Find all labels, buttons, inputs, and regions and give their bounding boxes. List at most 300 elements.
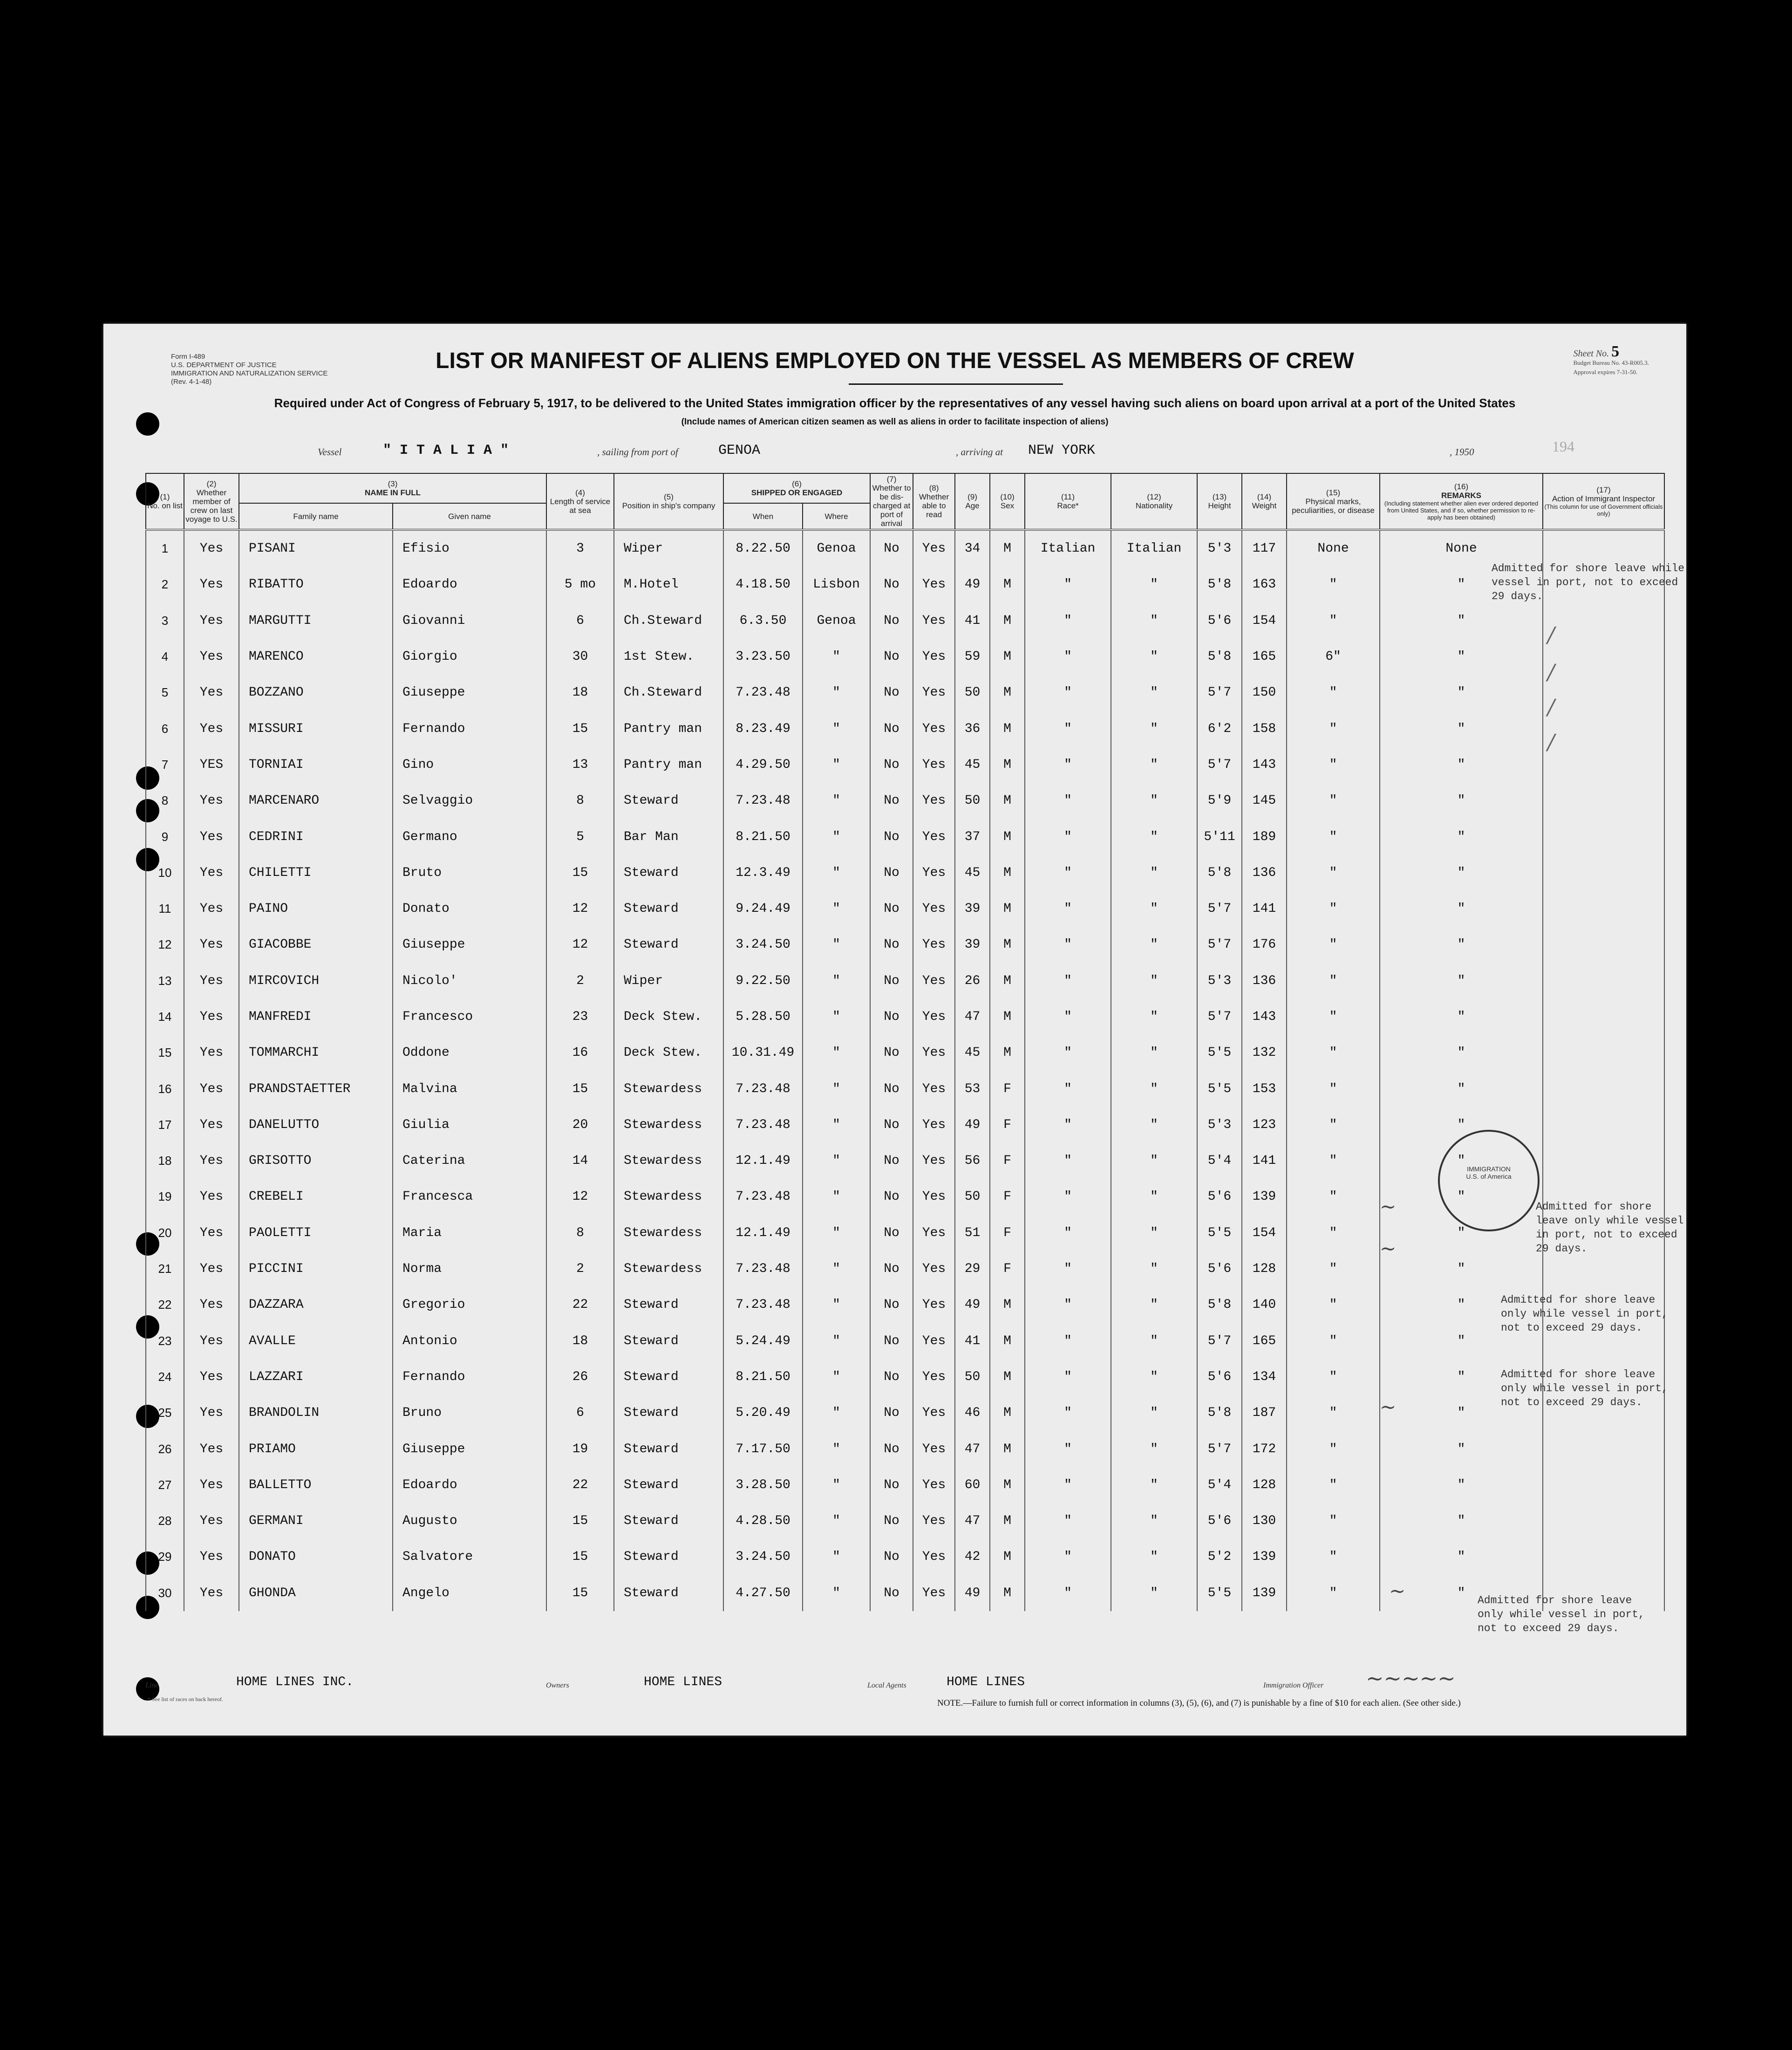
col-header-race: (11) Race* [1025,473,1111,530]
weight: 128 [1242,1467,1287,1503]
able-to-read: Yes [913,1071,955,1107]
sex: M [990,1395,1025,1431]
shore-leave-stamp: Admitted for shore leave while vessel in port, not to exceed 29 days. [1492,562,1685,602]
age: 45 [955,1035,990,1071]
shipped-where: " [803,1287,870,1323]
remarks: " [1380,675,1543,711]
inspector-action [1543,819,1664,854]
height: 5'6 [1197,1359,1242,1395]
discharged: No [870,1323,913,1359]
service-length: 30 [546,639,614,675]
officer-signature: ~~~~~ [1366,1666,1456,1691]
able-to-read: Yes [913,747,955,783]
sex: M [990,1359,1025,1395]
nationality: " [1111,675,1197,711]
sex: M [990,891,1025,927]
table-row [146,747,1664,783]
row-number: 29 [146,1539,184,1575]
last-voyage: Yes [184,1107,239,1143]
race: " [1025,999,1111,1035]
discharged: No [870,1467,913,1503]
position: Steward [614,855,723,891]
position: Stewardess [614,1107,723,1143]
sex: M [990,1431,1025,1467]
table-row [146,819,1664,854]
height: 6'2 [1197,711,1242,746]
col-header-service: (4) Length of service at sea [546,473,614,530]
discharged: No [870,963,913,999]
handwritten-check-mark: / [1547,622,1555,647]
physical-marks: " [1287,891,1380,927]
discharged: No [870,1575,913,1611]
col-header-inspector: (17) Action of Immigrant Inspector (This column for use of Government officials only) [1543,473,1664,530]
service-length: 12 [546,927,614,963]
penalty-note: NOTE.—Failure to furnish full or correct information in columns (3), (5), (6), and (7) is punishable by a fine of $10 for each alien. (See other side.) [937,1698,1461,1708]
family-name: PRANDSTAETTER [239,1071,393,1107]
sex: M [990,747,1025,783]
able-to-read: Yes [913,1575,955,1611]
shipped-when: 8.21.50 [723,819,803,854]
row-number: 23 [146,1323,184,1359]
service-length: 6 [546,1395,614,1431]
sheet-number: 5 [1611,343,1620,360]
position: Wiper [614,963,723,999]
age: 59 [955,639,990,675]
sex: M [990,1323,1025,1359]
physical-marks: " [1287,999,1380,1035]
remarks: " [1380,639,1543,675]
able-to-read: Yes [913,711,955,746]
race: " [1025,1287,1111,1323]
last-voyage: Yes [184,1395,239,1431]
title-underline [849,383,1063,385]
remarks: " [1380,1431,1543,1467]
discharged: No [870,1287,913,1323]
last-voyage: Yes [184,1179,239,1215]
service-length: 14 [546,1143,614,1179]
given-name: Antonio [393,1323,546,1359]
inspector-action [1543,603,1664,639]
nationality: " [1111,639,1197,675]
discharged: No [870,1179,913,1215]
discharged: No [870,1431,913,1467]
last-voyage: Yes [184,1359,239,1395]
position: Steward [614,927,723,963]
shipped-where: " [803,1359,870,1395]
race: " [1025,1467,1111,1503]
handwritten-check-mark: / [1547,729,1555,754]
family-name: CHILETTI [239,855,393,891]
inspector-action [1543,1467,1664,1503]
row-number: 13 [146,963,184,999]
age: 50 [955,1179,990,1215]
inspector-action [1543,711,1664,746]
nationality: " [1111,1539,1197,1575]
service-length: 13 [546,747,614,783]
shipped-when: 10.31.49 [723,1035,803,1071]
height: 5'6 [1197,1179,1242,1215]
discharged: No [870,1215,913,1251]
col-header-where: Where [803,503,870,530]
weight: 141 [1242,1143,1287,1179]
race: " [1025,639,1111,675]
shipped-when: 12.1.49 [723,1143,803,1179]
weight: 165 [1242,1323,1287,1359]
given-name: Donato [393,891,546,927]
family-name: TORNIAI [239,747,393,783]
height: 5'6 [1197,1503,1242,1539]
table-row [146,963,1664,999]
col-header-position: (5) Position in ship's company [614,473,723,530]
age: 47 [955,999,990,1035]
weight: 140 [1242,1287,1287,1323]
able-to-read: Yes [913,1539,955,1575]
discharged: No [870,1503,913,1539]
physical-marks: " [1287,1035,1380,1071]
discharged: No [870,567,913,602]
remarks: " [1380,603,1543,639]
row-number: 25 [146,1395,184,1431]
sex: M [990,639,1025,675]
row-number: 27 [146,1467,184,1503]
shipped-when: 3.24.50 [723,927,803,963]
nationality: " [1111,891,1197,927]
row-number: 9 [146,819,184,854]
weight: 153 [1242,1071,1287,1107]
table-row [146,530,1664,567]
sex: M [990,963,1025,999]
physical-marks: " [1287,1467,1380,1503]
row-number: 26 [146,1431,184,1467]
nationality: " [1111,1215,1197,1251]
weight: 176 [1242,927,1287,963]
last-voyage: Yes [184,1251,239,1287]
nationality: " [1111,567,1197,602]
given-name: Giuseppe [393,1431,546,1467]
family-name: MARGUTTI [239,603,393,639]
nationality: Italian [1111,530,1197,567]
given-name: Angelo [393,1575,546,1611]
last-voyage: Yes [184,891,239,927]
height: 5'5 [1197,1035,1242,1071]
race: " [1025,675,1111,711]
nationality: " [1111,603,1197,639]
height: 5'11 [1197,819,1242,854]
service-length: 16 [546,1035,614,1071]
shipped-when: 7.23.48 [723,1287,803,1323]
given-name: Giuseppe [393,927,546,963]
shipped-where: " [803,1215,870,1251]
discharged: No [870,1251,913,1287]
family-name: PICCINI [239,1251,393,1287]
service-length: 15 [546,1503,614,1539]
last-voyage: Yes [184,999,239,1035]
race: " [1025,855,1111,891]
weight: 165 [1242,639,1287,675]
height: 5'7 [1197,927,1242,963]
given-name: Oddone [393,1035,546,1071]
weight: 139 [1242,1539,1287,1575]
age: 39 [955,927,990,963]
sex: M [990,1575,1025,1611]
family-name: GRISOTTO [239,1143,393,1179]
able-to-read: Yes [913,1431,955,1467]
position: Bar Man [614,819,723,854]
position: Wiper [614,530,723,567]
discharged: No [870,747,913,783]
age: 49 [955,567,990,602]
given-name: Germano [393,819,546,854]
given-name: Maria [393,1215,546,1251]
last-voyage: Yes [184,1467,239,1503]
row-number: 24 [146,1359,184,1395]
remarks: " [1380,1143,1543,1179]
age: 50 [955,1359,990,1395]
service-length: 18 [546,1323,614,1359]
official-seal: IMMIGRATION U.S. of America [1438,1130,1540,1231]
last-voyage: Yes [184,675,239,711]
position: Steward [614,891,723,927]
race: " [1025,603,1111,639]
position: Steward [614,1287,723,1323]
physical-marks: " [1287,1359,1380,1395]
physical-marks: " [1287,819,1380,854]
height: 5'7 [1197,1323,1242,1359]
family-name: DONATO [239,1539,393,1575]
shipped-where: " [803,927,870,963]
sex: F [990,1107,1025,1143]
height: 5'7 [1197,747,1242,783]
family-name: CREBELI [239,1179,393,1215]
shipped-when: 7.23.48 [723,675,803,711]
table-row [146,1035,1664,1071]
able-to-read: Yes [913,927,955,963]
handwritten-check-mark: / [1547,694,1555,719]
row-number: 3 [146,603,184,639]
inspector-action [1543,1107,1664,1143]
shipped-where: " [803,1503,870,1539]
shipped-where: " [803,1395,870,1431]
sex: M [990,927,1025,963]
position: 1st Stew. [614,639,723,675]
weight: 139 [1242,1179,1287,1215]
service-length: 22 [546,1287,614,1323]
col-header-name: (3) NAME IN FULL [239,473,546,503]
sheet-label: Sheet No. [1573,348,1609,359]
shipped-where: " [803,1107,870,1143]
physical-marks: " [1287,1215,1380,1251]
service-length: 15 [546,855,614,891]
col-header-no: (1) No. on list [146,473,184,530]
table-row [146,855,1664,891]
col-header-last-voyage: (2) Whether member of crew on last voyage to U.S. [184,473,239,530]
col-header-sex: (10) Sex [990,473,1025,530]
service-length: 15 [546,1539,614,1575]
physical-marks: " [1287,1539,1380,1575]
weight: 187 [1242,1395,1287,1431]
weight: 154 [1242,1215,1287,1251]
sex: M [990,530,1025,567]
remarks: None [1380,530,1543,567]
remarks: " [1380,711,1543,746]
shipped-where: " [803,819,870,854]
given-name: Francesco [393,999,546,1035]
last-voyage: Yes [184,855,239,891]
col-header-given-name: Given name [393,503,546,530]
nationality: " [1111,963,1197,999]
position: Steward [614,1431,723,1467]
height: 5'3 [1197,1107,1242,1143]
given-name: Bruto [393,855,546,891]
service-length: 22 [546,1467,614,1503]
age: 29 [955,1251,990,1287]
age: 47 [955,1503,990,1539]
remarks: " [1380,1071,1543,1107]
vessel-line [103,438,1686,461]
inspector-action [1543,1143,1664,1179]
last-voyage: Yes [184,819,239,854]
shipped-when: 4.28.50 [723,1503,803,1539]
shipped-when: 9.22.50 [723,963,803,999]
row-number: 1 [146,530,184,567]
weight: 130 [1242,1503,1287,1539]
inspector-action [1543,675,1664,711]
position: Steward [614,1467,723,1503]
age: 46 [955,1395,990,1431]
agents-value: HOME LINES [947,1675,1025,1689]
row-number: 6 [146,711,184,746]
col-header-weight: (14) Weight [1242,473,1287,530]
service-length: 5 mo [546,567,614,602]
able-to-read: Yes [913,1215,955,1251]
family-name: PISANI [239,530,393,567]
service-length: 19 [546,1431,614,1467]
last-voyage: Yes [184,927,239,963]
remarks: " [1380,891,1543,927]
service-length: 18 [546,675,614,711]
row-number: 22 [146,1287,184,1323]
family-name: GERMANI [239,1503,393,1539]
table-row [146,675,1664,711]
height: 5'4 [1197,1143,1242,1179]
weight: 117 [1242,530,1287,567]
shore-leave-stamp: Admitted for shore leave only while vessel in port, not to exceed 29 days. [1501,1368,1668,1408]
table-row [146,1467,1664,1503]
able-to-read: Yes [913,1395,955,1431]
family-name: DANELUTTO [239,1107,393,1143]
row-number: 17 [146,1107,184,1143]
nationality: " [1111,1575,1197,1611]
age: 53 [955,1071,990,1107]
table-row [146,927,1664,963]
height: 5'5 [1197,1215,1242,1251]
family-name: GIACOBBE [239,927,393,963]
inspector-action [1543,1035,1664,1071]
last-voyage: Yes [184,567,239,602]
physical-marks: " [1287,1431,1380,1467]
able-to-read: Yes [913,855,955,891]
sheet-number-block [1573,343,1649,377]
table-row [146,1323,1664,1359]
nationality: " [1111,819,1197,854]
weight: 145 [1242,783,1287,819]
age: 47 [955,1431,990,1467]
physical-marks: " [1287,711,1380,746]
table-row [146,1143,1664,1179]
age: 26 [955,963,990,999]
height: 5'5 [1197,1575,1242,1611]
remarks: " [1380,1035,1543,1071]
col-header-physical: (15) Physical marks, peculiarities, or disease [1287,473,1380,530]
page-title: LIST OR MANIFEST OF ALIENS EMPLOYED ON THE VESSEL AS MEMBERS OF CREW [436,348,1354,373]
shipped-when: 4.18.50 [723,567,803,602]
table-row [146,1251,1664,1287]
shipped-when: 4.29.50 [723,747,803,783]
weight: 143 [1242,747,1287,783]
position: Pantry man [614,711,723,746]
able-to-read: Yes [913,603,955,639]
given-name: Bruno [393,1395,546,1431]
service-length: 15 [546,711,614,746]
row-number: 20 [146,1215,184,1251]
shipped-where: " [803,675,870,711]
subtitle-note: (Include names of American citizen seamen as well as aliens in order to facilitate inspection of aliens) [681,417,1109,427]
table-row [146,1215,1664,1251]
remarks: " [1380,1251,1543,1287]
table-row [146,1395,1664,1431]
physical-marks: " [1287,1503,1380,1539]
shipped-when: 7.23.48 [723,1071,803,1107]
row-number: 12 [146,927,184,963]
discharged: No [870,855,913,891]
last-voyage: Yes [184,1323,239,1359]
position: Steward [614,1359,723,1395]
weight: 134 [1242,1359,1287,1395]
remarks: " [1380,819,1543,854]
officer-label: Immigration Officer [1263,1681,1324,1689]
last-voyage: Yes [184,639,239,675]
remarks: " [1380,1323,1543,1359]
remarks: " [1380,1395,1543,1431]
sex: F [990,1251,1025,1287]
physical-marks: None [1287,530,1380,567]
height: 5'7 [1197,891,1242,927]
page-annotation: 194 [1552,438,1574,455]
remarks: " [1380,1359,1543,1395]
nationality: " [1111,1503,1197,1539]
given-name: Francesca [393,1179,546,1215]
last-voyage: Yes [184,1071,239,1107]
discharged: No [870,1359,913,1395]
position: Stewardess [614,1251,723,1287]
shipped-when: 8.22.50 [723,530,803,567]
service-length: 8 [546,1215,614,1251]
age: 49 [955,1575,990,1611]
shipped-when: 7.23.48 [723,1251,803,1287]
sex: F [990,1179,1025,1215]
remarks: " [1380,855,1543,891]
col-header-read: (8) Whether able to read [913,473,955,530]
physical-marks: " [1287,1395,1380,1431]
shipped-where: Genoa [803,603,870,639]
table-row [146,603,1664,639]
family-name: MARCENARO [239,783,393,819]
family-name: MIRCOVICH [239,963,393,999]
handwritten-check-mark: / [1547,659,1555,684]
race: " [1025,819,1111,854]
race: " [1025,1251,1111,1287]
position: Steward [614,1503,723,1539]
